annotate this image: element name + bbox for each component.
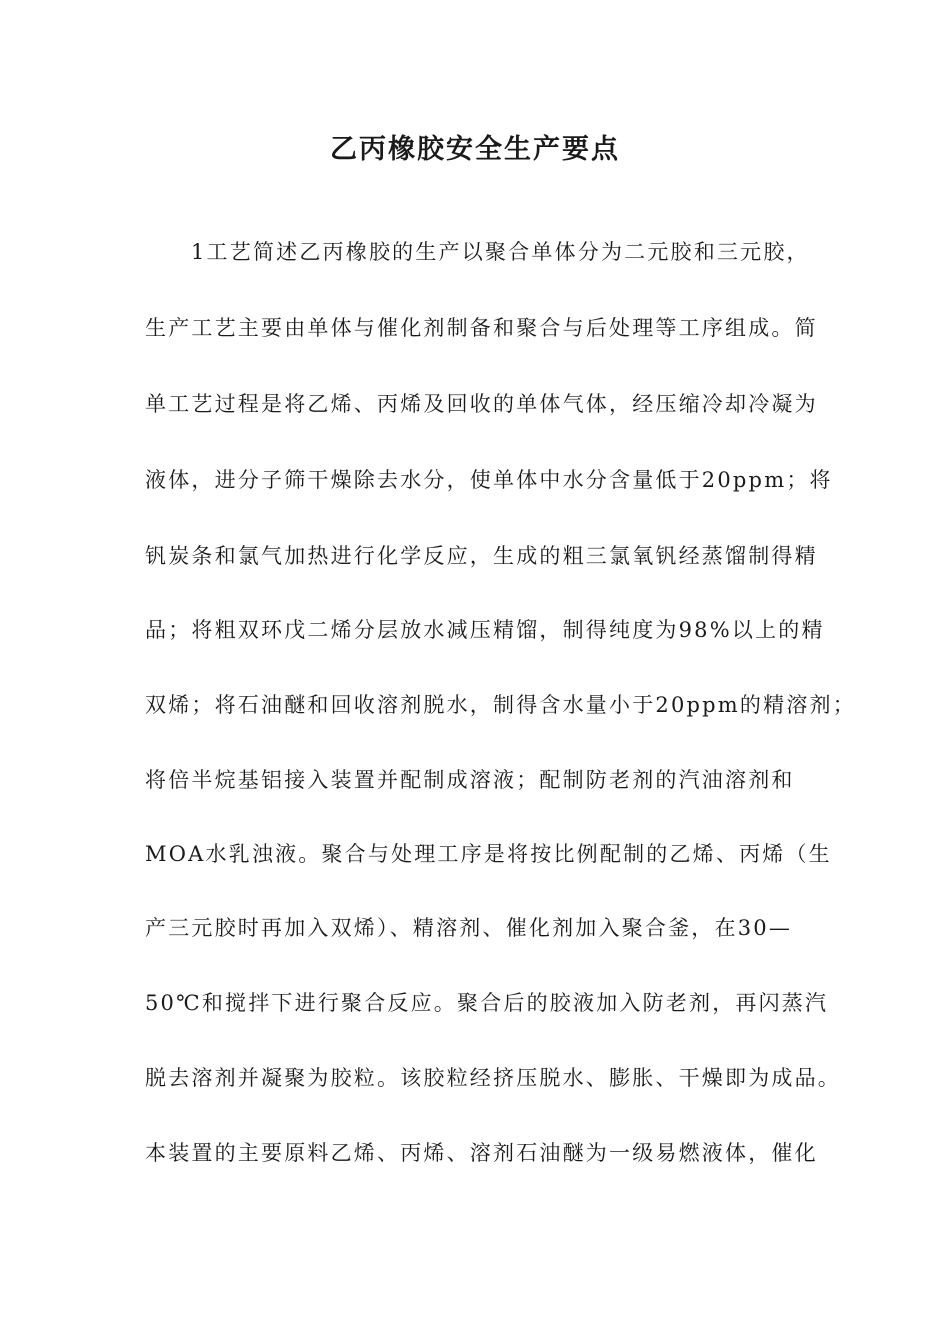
body-line-5: 钒炭条和氯气加热进行化学反应，生成的粗三氯氧钒经蒸馏制得精: [145, 544, 818, 568]
body-line-4: 液体，进分子筛干燥除去水分，使单体中水分含量低于20ppm；将: [145, 468, 833, 492]
body-line-7: 双烯；将石油醚和回收溶剂脱水，制得含水量小于20ppm的精溶剂；: [145, 693, 856, 717]
body-line-3: 单工艺过程是将乙烯、丙烯及回收的单体气体，经压缩冷却冷凝为: [145, 392, 818, 416]
body-line-10: 产三元胶时再加入双烯）、精溶剂、催化剂加入聚合釜，在30—: [145, 916, 793, 940]
body-line-12: 脱去溶剂并凝聚为胶粒。该胶粒经挤压脱水、膨胀、干燥即为成品。: [145, 1066, 841, 1090]
body-line-13: 本装置的主要原料乙烯、丙烯、溶剂石油醚为一级易燃液体，催化: [145, 1141, 818, 1165]
document-title: 乙丙橡胶安全生产要点: [330, 134, 620, 165]
body-line-6: 品；将粗双环戊二烯分层放水减压精馏，制得纯度为98%以上的精: [145, 618, 825, 642]
body-line-8: 将倍半烷基铝接入装置并配制成溶液；配制防老剂的汽油溶剂和: [145, 768, 795, 792]
body-line-1: 1工艺简述乙丙橡胶的生产以聚合单体分为二元胶和三元胶，: [191, 240, 810, 264]
body-line-11: 50℃和搅拌下进行聚合反应。聚合后的胶液加入防老剂，再闪蒸汽: [145, 991, 829, 1015]
body-line-2: 生产工艺主要由单体与催化剂制备和聚合与后处理等工序组成。简: [145, 316, 818, 340]
body-line-9: MOA水乳浊液。聚合与处理工序是将按比例配制的乙烯、丙烯（生: [145, 842, 832, 866]
